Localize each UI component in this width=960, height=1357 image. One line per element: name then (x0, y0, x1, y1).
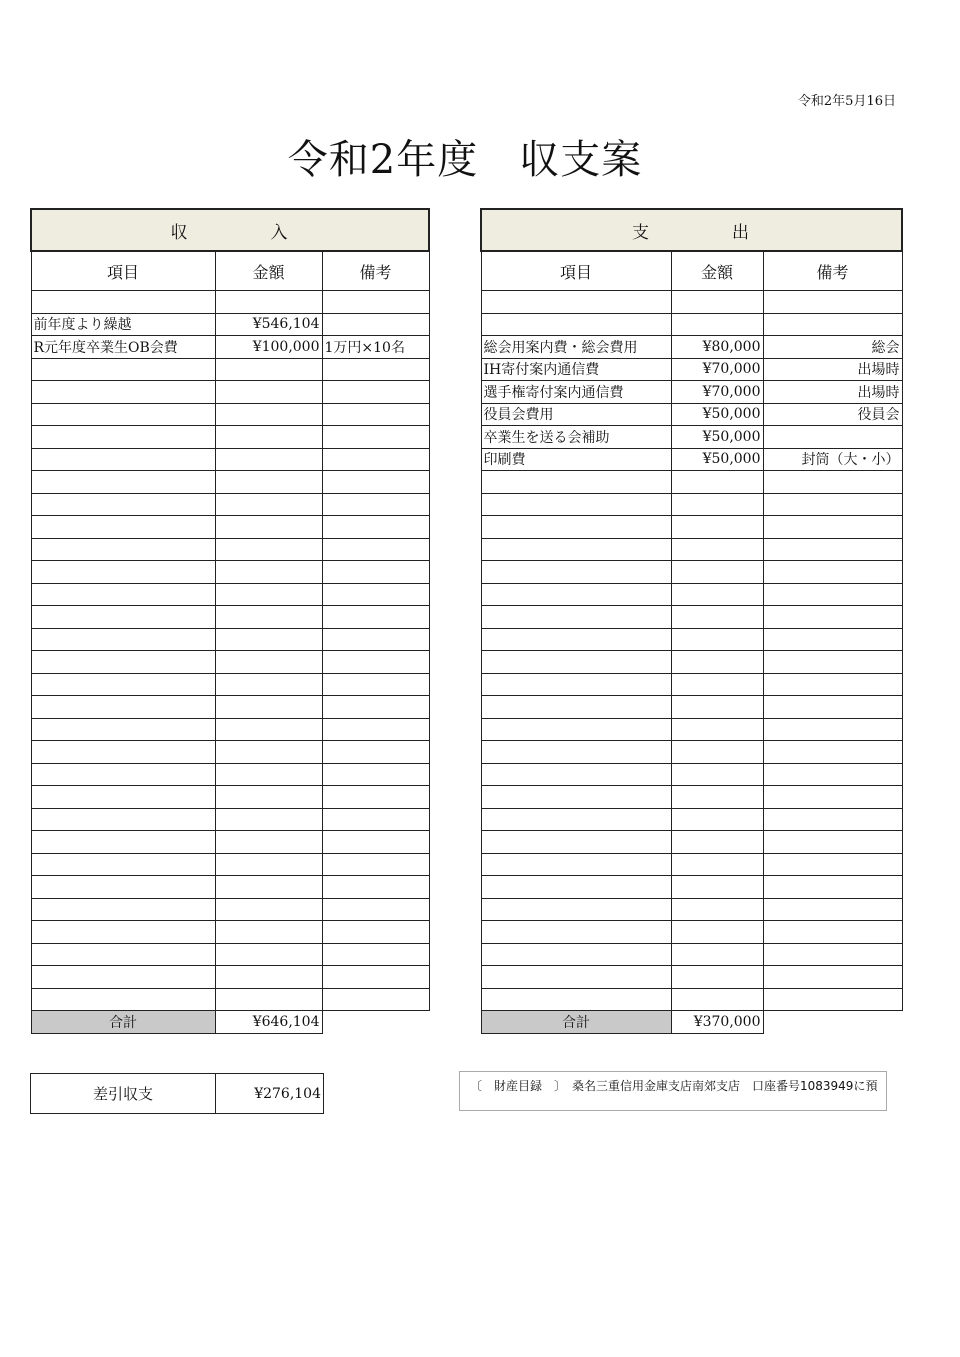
expense-cell-note (763, 718, 902, 741)
income-row (31, 538, 429, 561)
expense-cell-amount (671, 853, 763, 876)
expense-row (481, 628, 902, 651)
expense-cell-item (481, 628, 671, 651)
income-row (31, 921, 429, 944)
expense-cell-note (763, 831, 902, 854)
income-cell-item: 前年度より繰越 (31, 313, 215, 336)
income-cell-amount (215, 921, 322, 944)
income-row (31, 763, 429, 786)
income-cell-note (322, 966, 429, 989)
income-cell-note (322, 448, 429, 471)
income-row (31, 718, 429, 741)
expense-cell-item (481, 988, 671, 1011)
expense-cell-note (763, 516, 902, 539)
expense-cell-item (481, 718, 671, 741)
income-cell-item (31, 673, 215, 696)
income-cell-note (322, 673, 429, 696)
income-cell-item (31, 426, 215, 449)
expense-cell-note (763, 696, 902, 719)
income-cell-note (322, 606, 429, 629)
expense-cell-amount (671, 606, 763, 629)
expense-cell-amount (671, 651, 763, 674)
expense-cell-note (763, 313, 902, 336)
expense-cell-item (481, 291, 671, 314)
expense-cell-item (481, 763, 671, 786)
assets-note: 〔 財産目録 〕 桑名三重信用金庫支店南郊支店 口座番号1083949に預 (459, 1071, 887, 1111)
income-cell-note (322, 628, 429, 651)
income-col-item: 項目 (31, 251, 215, 291)
expense-cell-amount (671, 313, 763, 336)
income-cell-amount (215, 853, 322, 876)
expense-cell-item (481, 966, 671, 989)
document-date: 令和2年5月16日 (797, 94, 896, 109)
expense-col-amount: 金額 (671, 251, 763, 291)
expense-cell-item (481, 471, 671, 494)
expense-cell-note (763, 583, 902, 606)
income-cell-amount (215, 516, 322, 539)
income-section-char-1: 収 (170, 222, 190, 243)
income-cell-note (322, 516, 429, 539)
expense-row (481, 763, 902, 786)
income-cell-amount (215, 561, 322, 584)
expense-cell-amount (671, 493, 763, 516)
income-cell-item (31, 561, 215, 584)
expense-cell-note (763, 741, 902, 764)
expense-cell-item (481, 673, 671, 696)
income-cell-amount: ¥546,104 (215, 313, 322, 336)
expense-cell-item: IH寄付案内通信費 (481, 358, 671, 381)
income-row (31, 448, 429, 471)
expense-cell-note (763, 876, 902, 899)
income-cell-note (322, 471, 429, 494)
income-cell-note (322, 651, 429, 674)
income-cell-note (322, 426, 429, 449)
income-cell-note (322, 786, 429, 809)
expense-cell-amount: ¥50,000 (671, 426, 763, 449)
expense-cell-note (763, 898, 902, 921)
income-cell-note (322, 741, 429, 764)
expense-cell-item (481, 921, 671, 944)
expense-row (481, 651, 902, 674)
expense-cell-note: 出場時 (763, 381, 902, 404)
expense-row (481, 831, 902, 854)
expense-cell-item (481, 651, 671, 674)
expense-cell-item: 総会用案内費・総会費用 (481, 336, 671, 359)
income-cell-item (31, 718, 215, 741)
expense-cell-item: 役員会費用 (481, 403, 671, 426)
income-section-header (31, 209, 429, 251)
balance-value: ¥276,104 (216, 1074, 324, 1114)
expense-cell-item (481, 853, 671, 876)
income-cell-item (31, 358, 215, 381)
expense-row (481, 943, 902, 966)
expense-cell-note: 出場時 (763, 358, 902, 381)
expense-cell-note (763, 651, 902, 674)
expense-cell-amount (671, 471, 763, 494)
income-cell-amount (215, 583, 322, 606)
expense-row (481, 336, 902, 359)
expense-cell-amount (671, 898, 763, 921)
income-total-value: ¥646,104 (215, 1011, 322, 1034)
expense-cell-amount (671, 696, 763, 719)
expense-cell-note: 封筒（大・小） (763, 448, 902, 471)
balance-label: 差引収支 (31, 1074, 216, 1114)
income-total-row (31, 1011, 429, 1034)
expense-cell-note (763, 561, 902, 584)
expense-cell-note (763, 988, 902, 1011)
income-total-empty (322, 1011, 429, 1034)
income-row (31, 358, 429, 381)
income-row (31, 808, 429, 831)
income-row (31, 876, 429, 899)
income-cell-amount (215, 943, 322, 966)
income-cell-note (322, 696, 429, 719)
income-cell-item (31, 538, 215, 561)
expense-cell-item (481, 493, 671, 516)
expense-cell-note: 役員会 (763, 403, 902, 426)
expense-section-char-2: 出 (732, 222, 752, 243)
expense-row (481, 741, 902, 764)
expense-cell-amount (671, 718, 763, 741)
expense-row (481, 403, 902, 426)
expense-cell-item (481, 786, 671, 809)
expense-cell-note: 総会 (763, 336, 902, 359)
income-cell-note (322, 898, 429, 921)
expense-cell-note (763, 493, 902, 516)
expense-cell-item: 卒業生を送る会補助 (481, 426, 671, 449)
expense-cell-note (763, 606, 902, 629)
income-row (31, 628, 429, 651)
income-row (31, 988, 429, 1011)
income-cell-amount (215, 988, 322, 1011)
income-cell-note (322, 988, 429, 1011)
expense-cell-item (481, 561, 671, 584)
income-cell-item: R元年度卒業生OB会費 (31, 336, 215, 359)
income-row (31, 336, 429, 359)
income-cell-item (31, 696, 215, 719)
expense-cell-amount (671, 808, 763, 831)
expense-cell-item (481, 831, 671, 854)
income-cell-item (31, 988, 215, 1011)
income-row (31, 966, 429, 989)
income-cell-item (31, 471, 215, 494)
income-total-label: 合計 (31, 1011, 215, 1034)
expense-cell-item (481, 741, 671, 764)
income-cell-item (31, 741, 215, 764)
expense-cell-amount (671, 921, 763, 944)
income-cell-item (31, 403, 215, 426)
income-cell-item (31, 898, 215, 921)
income-cell-note (322, 381, 429, 404)
expense-cell-note (763, 921, 902, 944)
expense-cell-item (481, 538, 671, 561)
income-row (31, 853, 429, 876)
expense-row (481, 313, 902, 336)
expense-cell-note (763, 538, 902, 561)
income-cell-amount: ¥100,000 (215, 336, 322, 359)
expense-cell-amount (671, 966, 763, 989)
income-cell-amount (215, 471, 322, 494)
income-cell-amount (215, 606, 322, 629)
income-cell-amount (215, 493, 322, 516)
income-cell-item (31, 853, 215, 876)
expense-row (481, 381, 902, 404)
expense-cell-item (481, 606, 671, 629)
income-cell-item (31, 808, 215, 831)
income-col-amount: 金額 (215, 251, 322, 291)
income-row (31, 516, 429, 539)
income-cell-amount (215, 673, 322, 696)
income-cell-note: 1万円×10名 (322, 336, 429, 359)
income-row (31, 943, 429, 966)
expense-col-note: 備考 (763, 251, 902, 291)
expense-row (481, 853, 902, 876)
income-row (31, 696, 429, 719)
income-cell-note (322, 358, 429, 381)
expense-cell-note (763, 291, 902, 314)
expense-row (481, 966, 902, 989)
income-cell-item (31, 943, 215, 966)
income-row (31, 606, 429, 629)
income-cell-amount (215, 448, 322, 471)
expense-cell-amount: ¥80,000 (671, 336, 763, 359)
income-cell-amount (215, 381, 322, 404)
expense-cell-amount (671, 538, 763, 561)
expense-row (481, 291, 902, 314)
income-row (31, 403, 429, 426)
expense-row (481, 448, 902, 471)
expense-cell-item (481, 583, 671, 606)
expense-row (481, 561, 902, 584)
expense-cell-amount (671, 763, 763, 786)
income-section-char-2: 入 (270, 222, 290, 243)
expense-cell-amount (671, 561, 763, 584)
expense-total-value: ¥370,000 (671, 1011, 763, 1034)
expense-cell-note (763, 763, 902, 786)
balance-box (30, 1073, 324, 1114)
income-cell-note (322, 583, 429, 606)
income-row (31, 561, 429, 584)
income-cell-item (31, 516, 215, 539)
income-cell-item (31, 921, 215, 944)
expense-cell-amount (671, 741, 763, 764)
income-cell-amount (215, 628, 322, 651)
expense-cell-item (481, 516, 671, 539)
expense-cell-note (763, 426, 902, 449)
expense-cell-amount (671, 988, 763, 1011)
expense-row (481, 898, 902, 921)
income-cell-item (31, 876, 215, 899)
income-cell-amount (215, 786, 322, 809)
income-row (31, 381, 429, 404)
income-cell-note (322, 876, 429, 899)
income-row (31, 583, 429, 606)
income-cell-item (31, 628, 215, 651)
income-cell-item (31, 493, 215, 516)
income-table (30, 208, 430, 1034)
expense-row (481, 673, 902, 696)
expense-cell-item (481, 876, 671, 899)
income-cell-amount (215, 898, 322, 921)
expense-cell-note (763, 853, 902, 876)
income-cell-note (322, 943, 429, 966)
expense-row (481, 921, 902, 944)
expense-cell-amount (671, 943, 763, 966)
expense-section-header (481, 209, 902, 251)
expense-cell-item: 選手権寄付案内通信費 (481, 381, 671, 404)
expense-cell-amount: ¥70,000 (671, 381, 763, 404)
expense-cell-amount (671, 628, 763, 651)
income-cell-amount (215, 538, 322, 561)
expense-section-char-1: 支 (632, 222, 652, 243)
income-cell-note (322, 561, 429, 584)
expense-cell-note (763, 471, 902, 494)
expense-cell-item (481, 943, 671, 966)
income-cell-amount (215, 403, 322, 426)
income-row (31, 673, 429, 696)
expense-row (481, 786, 902, 809)
expense-cell-amount (671, 291, 763, 314)
income-cell-item (31, 583, 215, 606)
expense-row (481, 583, 902, 606)
income-cell-item (31, 763, 215, 786)
expense-cell-item: 印刷費 (481, 448, 671, 471)
income-cell-amount (215, 651, 322, 674)
expense-table (480, 208, 903, 1034)
income-cell-amount (215, 808, 322, 831)
income-row (31, 291, 429, 314)
expense-cell-note (763, 808, 902, 831)
income-cell-note (322, 493, 429, 516)
income-cell-amount (215, 291, 322, 314)
expense-col-item: 項目 (481, 251, 671, 291)
income-cell-item (31, 606, 215, 629)
expense-row (481, 493, 902, 516)
expense-cell-note (763, 628, 902, 651)
expense-cell-amount (671, 831, 763, 854)
income-row (31, 426, 429, 449)
income-row (31, 786, 429, 809)
expense-row (481, 606, 902, 629)
income-cell-note (322, 763, 429, 786)
income-cell-amount (215, 831, 322, 854)
income-row (31, 831, 429, 854)
income-cell-note (322, 808, 429, 831)
income-cell-item (31, 966, 215, 989)
expense-cell-note (763, 786, 902, 809)
income-row (31, 741, 429, 764)
income-cell-note (322, 718, 429, 741)
income-cell-item (31, 381, 215, 404)
expense-row (481, 696, 902, 719)
income-row (31, 471, 429, 494)
expense-cell-item (481, 898, 671, 921)
income-cell-item (31, 831, 215, 854)
expense-cell-item (481, 808, 671, 831)
expense-row (481, 516, 902, 539)
expense-cell-amount: ¥70,000 (671, 358, 763, 381)
income-cell-note (322, 853, 429, 876)
expense-cell-amount: ¥50,000 (671, 448, 763, 471)
expense-row (481, 471, 902, 494)
income-cell-item (31, 291, 215, 314)
income-cell-note (322, 403, 429, 426)
expense-cell-amount: ¥50,000 (671, 403, 763, 426)
expense-cell-amount (671, 786, 763, 809)
expense-cell-item (481, 313, 671, 336)
income-cell-item (31, 786, 215, 809)
document-title: 令和2年度 収支案 (287, 137, 643, 183)
income-cell-note (322, 831, 429, 854)
expense-cell-amount (671, 876, 763, 899)
expense-cell-amount (671, 673, 763, 696)
expense-total-label: 合計 (481, 1011, 671, 1034)
expense-row (481, 358, 902, 381)
expense-row (481, 718, 902, 741)
income-cell-note (322, 538, 429, 561)
income-cell-amount (215, 763, 322, 786)
income-row (31, 898, 429, 921)
expense-row (481, 426, 902, 449)
expense-cell-note (763, 966, 902, 989)
income-cell-amount (215, 358, 322, 381)
expense-cell-item (481, 696, 671, 719)
expense-cell-note (763, 943, 902, 966)
income-row (31, 313, 429, 336)
income-cell-note (322, 921, 429, 944)
income-cell-amount (215, 876, 322, 899)
income-row (31, 651, 429, 674)
expense-row (481, 988, 902, 1011)
expense-row (481, 876, 902, 899)
income-cell-note (322, 313, 429, 336)
income-row (31, 493, 429, 516)
expense-cell-note (763, 673, 902, 696)
income-cell-amount (215, 696, 322, 719)
expense-row (481, 538, 902, 561)
income-cell-item (31, 651, 215, 674)
income-cell-item (31, 448, 215, 471)
expense-cell-amount (671, 583, 763, 606)
income-col-note: 備考 (322, 251, 429, 291)
expense-cell-amount (671, 516, 763, 539)
income-cell-amount (215, 966, 322, 989)
income-cell-note (322, 291, 429, 314)
expense-total-empty (763, 1011, 902, 1034)
income-cell-amount (215, 426, 322, 449)
income-cell-amount (215, 718, 322, 741)
expense-total-row (481, 1011, 902, 1034)
expense-row (481, 808, 902, 831)
income-cell-amount (215, 741, 322, 764)
